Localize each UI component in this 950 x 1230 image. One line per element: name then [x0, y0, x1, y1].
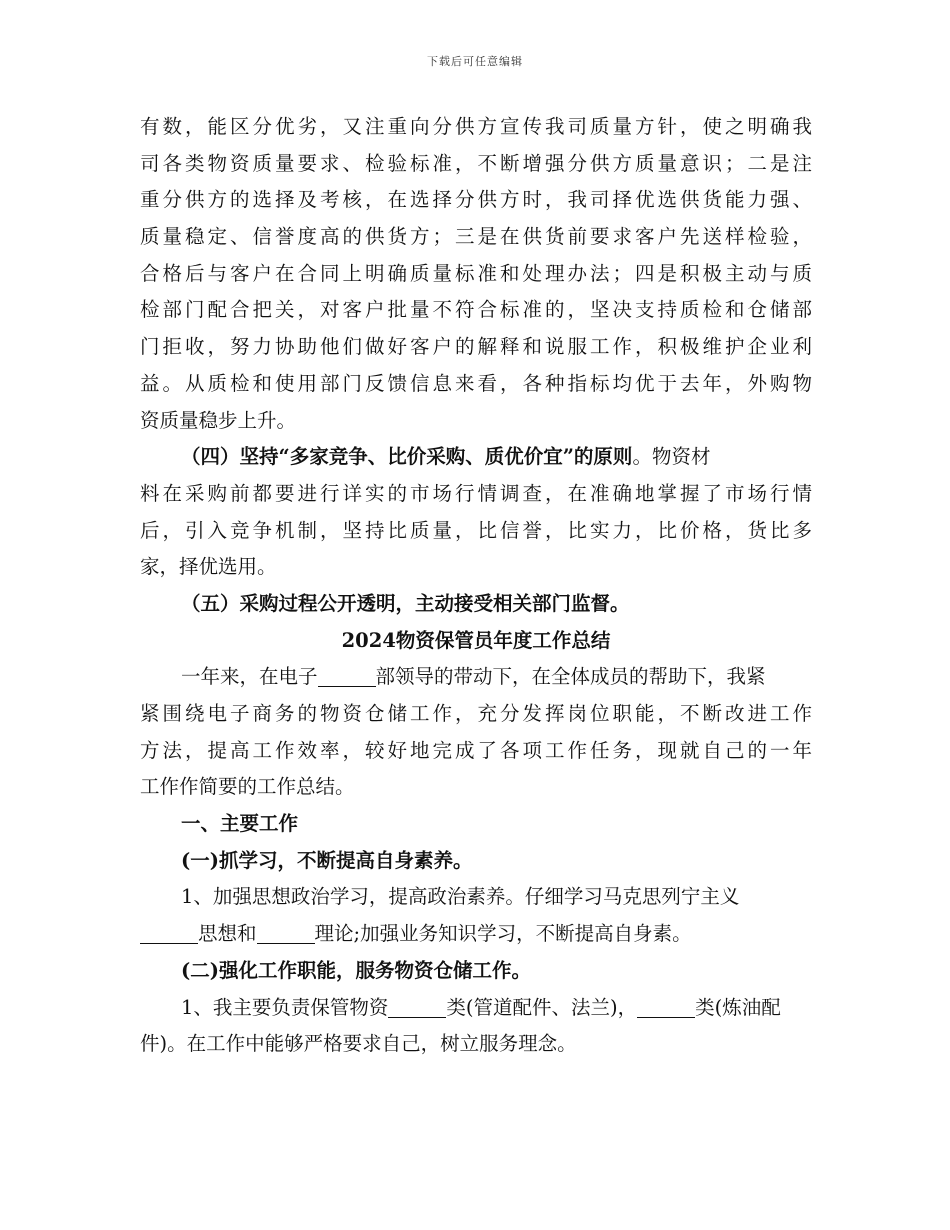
blank-underline — [140, 923, 198, 944]
paragraph-line: 司各类物资质量要求、检验标准，不断增强分供方质量意识；二是注 — [140, 151, 812, 175]
paragraph-text: 部领导的带动下，在全体成员的帮助下，我紧 — [375, 665, 766, 689]
paragraph-text: 。物资材 — [632, 445, 711, 469]
paragraph-line: 检部门配合把关，对客户批量不符合标准的，坚决支持质检和仓储部 — [140, 298, 812, 322]
paragraph-text: 类(炼油配 — [695, 995, 781, 1019]
paragraph-line: 重分供方的选择及考核，在选择分供方时，我司择优选供货能力强、 — [140, 188, 812, 212]
paragraph-line: 有数，能区分优劣，又注重向分供方宣传我司质量方针，使之明确我 — [140, 115, 812, 138]
paragraph-text: 思想和 — [198, 922, 257, 946]
paragraph-line: 质量稳定、信誉度高的供货方；三是在供货前要求客户先送样检验， — [140, 225, 812, 249]
document-body — [140, 109, 812, 1063]
paragraph-line: 方法，提高工作效率，较好地完成了各项工作任务，现就自己的一年 — [140, 738, 812, 762]
paragraph-line: 件)。在工作中能够严格要求自己，树立服务理念。 — [140, 1032, 577, 1056]
paragraph-line — [140, 916, 812, 953]
paragraph-line: 料在采购前都要进行详实的市场行情调查，在准确地掌握了市场行情 — [140, 481, 812, 505]
blank-underline — [388, 996, 446, 1017]
paragraph-text: 类(管道配件、法兰)， — [446, 995, 638, 1019]
paragraph-line: 工作作简要的工作总结。 — [140, 775, 355, 799]
paragraph-line: 合格后与客户在合同上明确质量标准和处理办法；四是积极主动与质 — [140, 261, 812, 285]
heading-study: (一)抓学习，不断提高自身素养。 — [181, 848, 473, 872]
paragraph-line: 资质量稳步上升。 — [140, 408, 297, 432]
blank-underline — [637, 996, 695, 1017]
paragraph-text: 理论;加强业务知识学习，不断提高自身素。 — [314, 922, 692, 946]
paragraph-line: 紧围绕电子商务的物资仓储工作，充分发挥岗位职能，不断改进工作 — [140, 702, 812, 725]
paragraph-line: 后，引入竞争机制，坚持比质量，比信誉，比实力，比价格，货比多 — [140, 518, 812, 542]
paragraph-line: 益。从质检和使用部门反馈信息来看，各种指标均优于去年，外购物 — [140, 371, 812, 395]
paragraph-line — [140, 439, 812, 476]
section-heading-4: （四）坚持“多家竞争、比价采购、质优价宜”的原则 — [181, 445, 633, 469]
paragraph-line: 家，择优选用。 — [140, 555, 277, 579]
paragraph-line — [140, 990, 812, 1027]
document-title: 2024物资保管员年度工作总结 — [341, 628, 611, 652]
paragraph-line: 1、加强思想政治学习，提高政治素养。仔细学习马克思列宁主义 — [181, 885, 740, 909]
paragraph-line: 门拒收，努力协助他们做好客户的解释和说服工作，积极维护企业利 — [140, 335, 812, 359]
paragraph-text: 一年来，在电子 — [181, 665, 318, 689]
paragraph-text: 1、我主要负责保管物资 — [181, 995, 389, 1019]
blank-underline — [257, 923, 315, 944]
blank-underline — [318, 666, 376, 687]
heading-main-work: 一、主要工作 — [181, 812, 299, 836]
page-header: 下载后可任意编辑 — [427, 55, 523, 68]
heading-duties: (二)强化工作职能，服务物资仓储工作。 — [181, 958, 531, 982]
paragraph-line — [140, 659, 812, 696]
section-heading-5: （五）采购过程公开透明，主动接受相关部门监督。 — [181, 591, 630, 615]
